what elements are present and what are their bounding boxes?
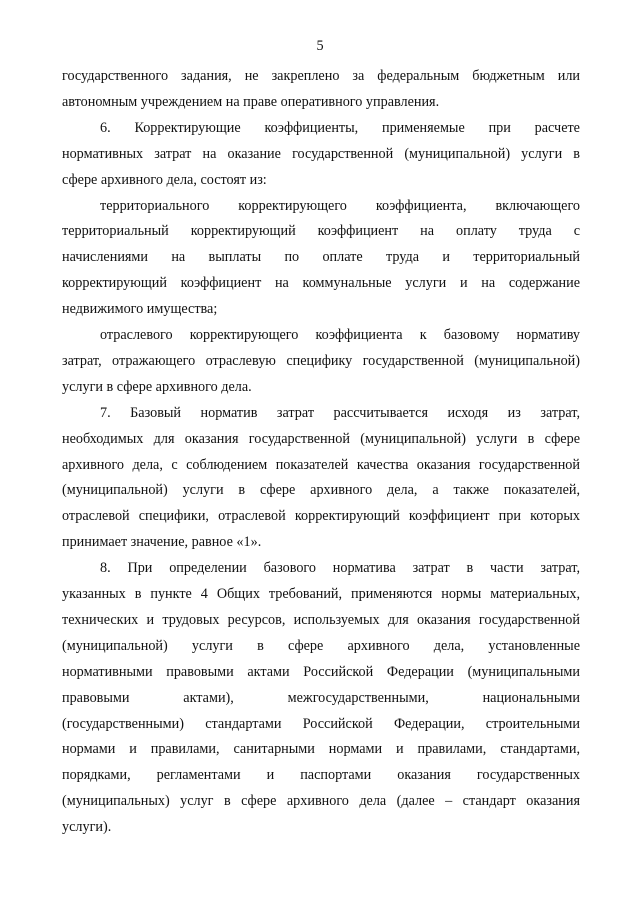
text-line: отраслевого корректирующего коэффициента к базовому нормативу xyxy=(100,327,580,343)
text-line: (государственными) стандартами Российской Федерации, строительными xyxy=(62,715,580,732)
text-line: указанных в пункте 4 Общих требований, применяются нормы материальных, xyxy=(62,586,580,602)
text-line: (муниципальных) услуг в сфере архивного дела (далее – стандарт оказания xyxy=(62,793,580,810)
text-line: порядками, регламентами и паспортами оказания государственных xyxy=(62,767,580,784)
text-line: территориального корректирующего коэффициента, включающего xyxy=(100,197,580,214)
text-line: принимает значение, равное «1». xyxy=(62,534,262,551)
text-line: 8. При определении базового норматива затрат в части затрат, xyxy=(100,560,580,577)
text-line: (муниципальной) услуги в сфере архивного дела, установленные xyxy=(62,637,580,654)
text-line: начислениями на выплаты по оплате труда и территориальный xyxy=(62,249,580,266)
text-line: услуги в сфере архивного дела. xyxy=(62,378,252,395)
text-line: сфере архивного дела, состоят из: xyxy=(62,171,267,188)
text-line: государственного задания, не закреплено за федеральным бюджетным или xyxy=(62,68,580,84)
text-line: территориальный корректирующий коэффициент на оплату труда с xyxy=(62,223,580,240)
text-line: нормативными правовыми актами Российской Федерации (муниципальными xyxy=(62,663,580,680)
text-line: (муниципальной) услуги в сфере архивного дела, а также показателей, xyxy=(62,482,580,499)
text-line: корректирующий коэффициент на коммунальные услуги и на содержание xyxy=(62,275,580,292)
text-line: недвижимого имущества; xyxy=(62,301,218,318)
text-line: автономным учреждением на праве оперативного управления. xyxy=(62,93,440,110)
text-line: технических и трудовых ресурсов, используемых для оказания государственной xyxy=(62,611,580,628)
text-line: архивного дела, с соблюдением показателей качества оказания государственной xyxy=(62,456,580,473)
text-line: 6. Корректирующие коэффициенты, применяемые при расчете xyxy=(100,119,580,136)
text-line: нормативных затрат на оказание государственной (муниципальной) услуги в xyxy=(62,145,580,162)
page-number: 5 xyxy=(316,38,324,54)
text-line: отраслевой специфики, отраслевой корректирующий коэффициент при которых xyxy=(62,508,580,525)
text-line: услуги). xyxy=(62,819,112,836)
text-line: необходимых для оказания государственной (муниципальной) услуги в сфере xyxy=(62,430,580,447)
text-line: 7. Базовый норматив затрат рассчитывается исходя из затрат, xyxy=(100,404,580,421)
text-line: нормами и правилами, санитарными нормами и правилами, стандартами, xyxy=(62,741,580,758)
text-line: затрат, отражающего отраслевую специфику государственной (муниципальной) xyxy=(62,352,580,369)
text-line: правовыми актами), межгосударственными, национальными xyxy=(62,689,580,706)
